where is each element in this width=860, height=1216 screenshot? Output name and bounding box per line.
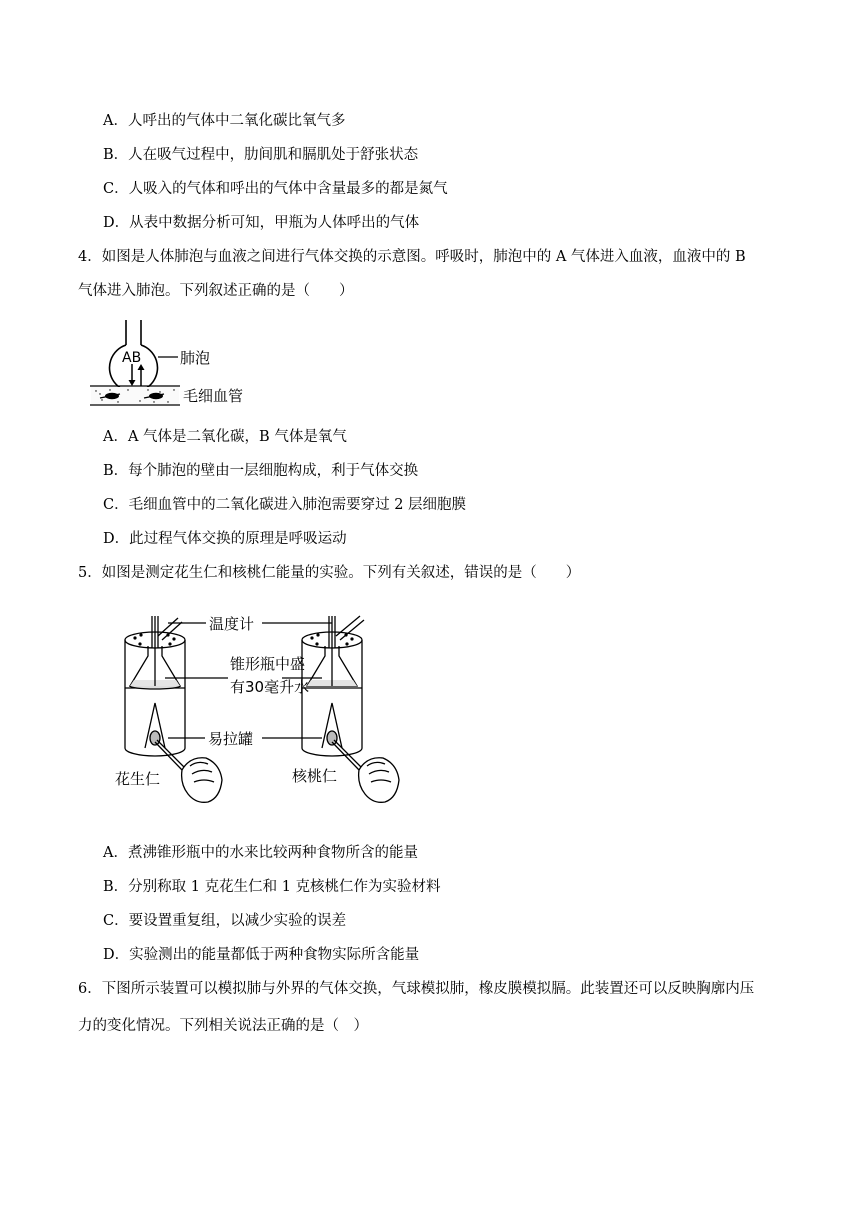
hand-icon <box>155 740 222 802</box>
label-flask-line2: 有30毫升水 <box>230 678 310 696</box>
q3-option-a: A．人呼出的气体中二氧化碳比氧气多 <box>103 113 346 129</box>
q4-alveolus-figure <box>88 318 268 410</box>
label-walnut: 核桃仁 <box>292 767 338 785</box>
label-flask-line1: 锥形瓶中盛 <box>230 655 306 673</box>
label-peanut: 花生仁 <box>115 770 161 788</box>
label-can: 易拉罐 <box>208 730 254 748</box>
q4-option-d: D．此过程气体交换的原理是呼吸运动 <box>103 531 347 547</box>
label-capillary: 毛细血管 <box>183 387 244 405</box>
q6-stem-line2: 力的变化情况。下列相关说法正确的是（ ） <box>78 1018 368 1034</box>
alveolus-letters: AB <box>122 350 142 366</box>
q5-option-a: A．煮沸锥形瓶中的水来比较两种食物所含的能量 <box>103 845 418 861</box>
q5-option-b: B．分别称取 1 克花生仁和 1 克核桃仁作为实验材料 <box>103 879 441 895</box>
q5-stem: 5．如图是测定花生仁和核桃仁能量的实验。下列有关叙述，错误的是（ ） <box>78 565 581 581</box>
label-alveolus: 肺泡 <box>180 349 211 367</box>
q5-energy-experiment-figure <box>110 608 420 813</box>
q6-stem-line1: 6．下图所示装置可以模拟肺与外界的气体交换，气球模拟肺，橡皮膜模拟膈。此装置还可以反映胸廓内压 <box>78 981 755 997</box>
q5-option-d: D．实验测出的能量都低于两种食物实际所含能量 <box>103 947 420 963</box>
q4-option-c: C．毛细血管中的二氧化碳进入肺泡需要穿过 2 层细胞膜 <box>103 497 467 513</box>
q4-stem-line1: 4．如图是人体肺泡与血液之间进行气体交换的示意图。呼吸时，肺泡中的 A 气体进入血液，血液中的 B <box>78 249 746 265</box>
q5-option-c: C．要设置重复组，以减少实验的误差 <box>103 913 347 929</box>
q4-option-a: A．A 气体是二氧化碳，B 气体是氧气 <box>103 429 347 445</box>
q3-option-c: C．人吸入的气体和呼出的气体中含量最多的都是氮气 <box>103 181 448 197</box>
hand-icon <box>332 740 399 802</box>
q3-option-d: D．从表中数据分析可知，甲瓶为人体呼出的气体 <box>103 215 420 231</box>
q3-option-b: B．人在吸气过程中，肋间肌和膈肌处于舒张状态 <box>103 147 419 163</box>
q4-stem-line2: 气体进入肺泡。下列叙述正确的是（ ） <box>78 283 354 299</box>
q4-option-b: B．每个肺泡的壁由一层细胞构成，利于气体交换 <box>103 463 419 479</box>
label-thermometer: 温度计 <box>209 615 255 633</box>
